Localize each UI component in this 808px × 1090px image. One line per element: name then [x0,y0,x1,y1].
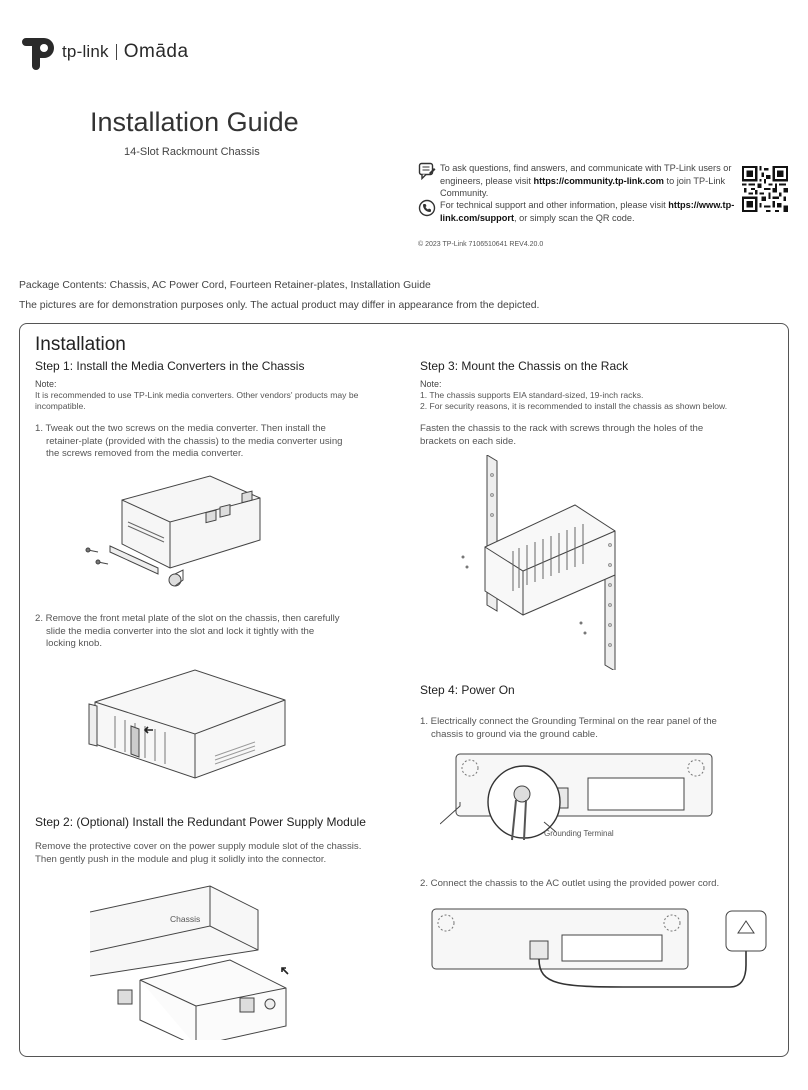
step3-line1: Fasten the chassis to the rack with screws through the holes of the [420,423,704,434]
qr-code-icon[interactable] [742,166,788,212]
step2-line2: Then gently push in the module and plug it solidly into the connector. [35,854,327,865]
step2-line1: Remove the protective cover on the power supply module slot of the chassis. [35,841,362,852]
support-text: For technical support and other information, please visit [440,200,669,210]
step1-note-text: It is recommended to use TP-Link media converters. Other vendors' products may be incompatible. [35,390,359,411]
phone-icon [418,199,436,224]
power-cord-illustration [430,905,770,995]
chat-bubble-icon [418,162,436,200]
brand-name: tp-link [62,42,109,61]
step1-item2-line3: locking knob. [46,638,102,649]
grounding-illustration [440,750,730,850]
step1-note-label: Note: [35,379,57,389]
step1-item1-line3: the screws removed from the media converter. [46,448,244,459]
media-converter-illustration [80,470,300,600]
step3-title: Step 3: Mount the Chassis on the Rack [420,359,629,373]
community-link[interactable]: https://community.tp-link.com [533,175,664,186]
community-text-end: to join TP-Link Community. [440,175,726,198]
step4-item1-line2: chassis to ground via the ground cable. [431,729,598,740]
step1-title: Step 1: Install the Media Converters in the Chassis [35,359,305,373]
step3-note1: 1. The chassis supports EIA standard-sized, 19-inch racks. [420,390,644,400]
page-subtitle: 14-Slot Rackmount Chassis [124,146,260,158]
community-info [418,162,736,200]
tp-link-logo-icon [18,32,58,72]
step1-item1-line2: retainer-plate (provided with the chassis) to the media converter using [46,436,343,447]
chassis-insert-illustration [85,660,295,790]
step1-item1-line1: 1. Tweak out the two screws on the media converter. Then install the [35,423,326,434]
step4-item1-line1: 1. Electrically connect the Grounding Terminal on the rear panel of the [420,716,717,727]
grounding-terminal-label: Grounding Terminal [544,829,614,838]
support-text-end: , or simply scan the QR code. [514,212,635,223]
rack-mount-illustration [455,455,645,670]
support-link[interactable]: https://www.tp-link.com/support [440,200,735,223]
step4-title: Step 4: Power On [420,683,515,697]
page-title: Installation Guide [90,107,299,137]
step2-title: Step 2: (Optional) Install the Redundant Power Supply Module [35,815,366,829]
disclaimer: The pictures are for demonstration purposes only. The actual product may differ in appearance from the depicted. [19,300,540,311]
installation-heading: Installation [35,334,126,355]
chassis-label: Chassis [170,914,201,924]
step4-item2: 2. Connect the chassis to the AC outlet using the provided power cord. [420,878,720,889]
step3-note-label: Note: [420,379,442,389]
product-line-name: Omāda [123,41,189,62]
step1-item2-line1: 2. Remove the front metal plate of the slot on the chassis, then carefully [35,613,340,624]
community-text: To ask questions, find answers, and communicate with TP-Link users or engineers, please visit [440,163,732,186]
logo-divider [116,44,117,60]
step1-item2-line2: slide the media converter into the slot and lock it tightly with the [46,626,315,637]
brand-logo [18,32,189,72]
document-meta: © 2023 TP-Link 7106510641 REV4.20.0 [418,241,544,248]
step3-note2: 2. For security reasons, it is recommended to install the chassis as shown below. [420,401,728,411]
support-info [418,199,736,224]
power-module-illustration [90,880,310,1040]
step3-line2: brackets on each side. [420,436,516,447]
package-contents: Package Contents: Chassis, AC Power Cord, Fourteen Retainer-plates, Installation Guide [19,280,431,291]
